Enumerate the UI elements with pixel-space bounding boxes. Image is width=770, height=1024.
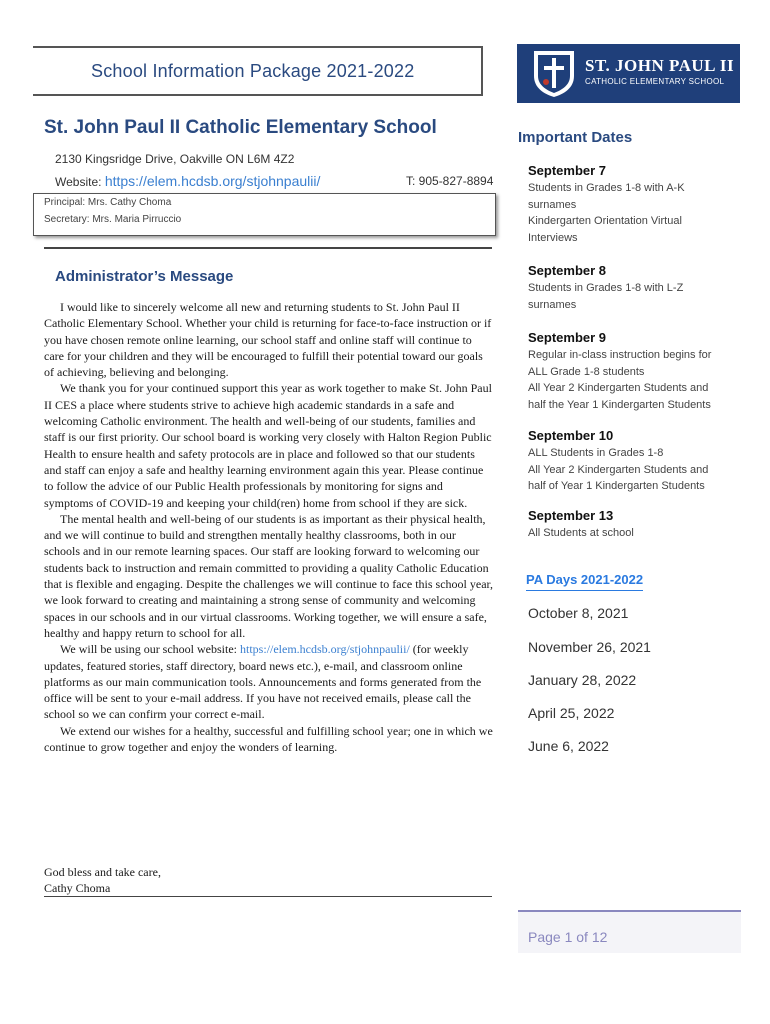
admin-message-body	[44, 299, 494, 755]
staff-box	[33, 193, 496, 236]
event-date: September 10	[528, 428, 614, 443]
message-text: We will be using our school website:	[60, 642, 241, 657]
pa-days-title: PA Days 2021-2022	[526, 572, 644, 587]
pa-day: October 8, 2021	[528, 605, 629, 621]
divider	[44, 247, 492, 249]
event-line: half of Year 1 Kindergarten Students	[528, 480, 705, 492]
admin-message-heading: Administrator’s Message	[55, 268, 234, 285]
event-line: Kindergarten Orientation Virtual	[528, 215, 682, 227]
school-logo	[517, 44, 740, 103]
website-link[interactable]: https://elem.hcdsb.org/stjohnpaulii/	[104, 173, 321, 189]
signature-block	[44, 864, 161, 897]
event-line: All Year 2 Kindergarten Students and	[528, 463, 709, 476]
event-item	[528, 428, 743, 495]
page-number-box	[518, 910, 741, 953]
message-paragraph: The mental health and well-being of our students is as important as their physical health, and we will continue to build and strengthen mentally healthy classrooms, both in our schools and in our remote learning spaces. Our staff are looking forward to welcoming our students back to instruction and remain committed to providing a quality Catholic Education that is flexible and engaging. Despite the challenges we will continue to face this school year, we look forward to creating and maintaining a strong sense of community and welcoming spaces in our schools and in our virtual classrooms. Working together, we will ensure a safe, healthy and happy return to school for all.	[44, 511, 494, 640]
principal-name: Principal: Mrs. Cathy Choma	[44, 197, 172, 208]
secretary-name: Secretary: Mrs. Maria Pirruccio	[44, 214, 182, 225]
signature-name: Cathy Choma	[44, 881, 111, 896]
event-line: Regular in-class instruction begins for	[528, 349, 712, 361]
event-line: Students in Grades 1-8 with L-Z	[528, 282, 684, 294]
package-title: School Information Package 2021-2022	[91, 61, 415, 81]
divider	[44, 896, 492, 897]
event-line: ALL Grade 1-8 students	[528, 365, 645, 378]
message-paragraph: I would like to sincerely welcome all new and returning students to St. John Paul II Catholic Elementary School. Whether your child is returning for face-to-face instruction or if you have chosen remote online learning, our school staff and online staff will continue to care for your children and they will be encouraged to fulfill their potential toward our goals of achieving, believing and belonging.	[44, 300, 492, 380]
pa-day: April 25, 2022	[528, 705, 615, 721]
event-line: All Students at school	[528, 527, 634, 539]
event-line: surnames	[528, 298, 577, 311]
pa-day: November 26, 2021	[528, 639, 651, 655]
event-date: September 13	[528, 508, 614, 523]
school-phone: T: 905-827-8894	[406, 174, 494, 188]
crest-icon	[531, 48, 577, 99]
event-line: surnames	[528, 198, 577, 211]
pa-days-heading	[526, 572, 643, 587]
website-label: Website:	[55, 175, 105, 189]
message-website-link[interactable]: https://elem.hcdsb.org/stjohnpaulii/	[240, 642, 410, 657]
page-number: Page 1 of 12	[528, 929, 608, 945]
closing-line: God bless and take care,	[44, 865, 161, 879]
event-date: September 7	[528, 163, 607, 178]
event-date: September 8	[528, 263, 607, 278]
pa-day: January 28, 2022	[528, 672, 637, 688]
event-line: Students in Grades 1-8 with A-K	[528, 182, 685, 194]
message-paragraph	[44, 641, 494, 722]
pa-days-underline	[526, 590, 643, 591]
event-line: All Year 2 Kindergarten Students and	[528, 382, 709, 394]
event-line: Interviews	[528, 231, 578, 244]
event-item	[528, 508, 743, 542]
school-address: 2130 Kingsridge Drive, Oakville ON L6M 4Z2	[55, 152, 295, 166]
logo-subtitle: CATHOLIC ELEMENTARY SCHOOL	[585, 77, 725, 86]
logo-title: ST. JOHN PAUL II	[585, 56, 735, 75]
message-paragraph: We extend our wishes for a healthy, successful and fulfilling school year; one in which we continue to grow together and enjoy the wonders of learning.	[44, 723, 493, 755]
school-name: St. John Paul II Catholic Elementary School	[44, 117, 437, 138]
event-item	[528, 263, 743, 313]
pa-day: June 6, 2022	[528, 738, 609, 754]
event-line: half the Year 1 Kindergarten Students	[528, 398, 711, 411]
message-text: (for weekly updates, featured stories, staff directory, board news etc.), e-mail, and classroom online platforms as our main communication tools. Announcements and forms generated from the office will be sent to your e-mail address. If you have not received emails, please call the school so we can confirm your correct e-mail.	[44, 642, 482, 722]
event-item	[528, 330, 743, 413]
website-row	[55, 173, 320, 189]
event-line: ALL Students in Grades 1-8	[528, 447, 664, 459]
message-paragraph: We thank you for your continued support this year as work together to make St. John Paul II CES a place where students strive to achieve high academic standards in a safe and welcoming Catholic environment. The health and well-being of our students, families and staff is our first priority. Our school board is working very closely with Halton Region Public Health to ensure health and safety protocols are in place and followed so that our students and staff can enjoy a safe and healthy learning environment again this year. Please continue to follow the advice of our Public Health professionals by monitoring for signs and symptoms of COVID-19 and keeping your child(ren) home from school if they are sick.	[44, 381, 492, 510]
event-item	[528, 163, 743, 246]
event-date: September 9	[528, 330, 607, 345]
important-dates-heading: Important Dates	[518, 129, 633, 146]
